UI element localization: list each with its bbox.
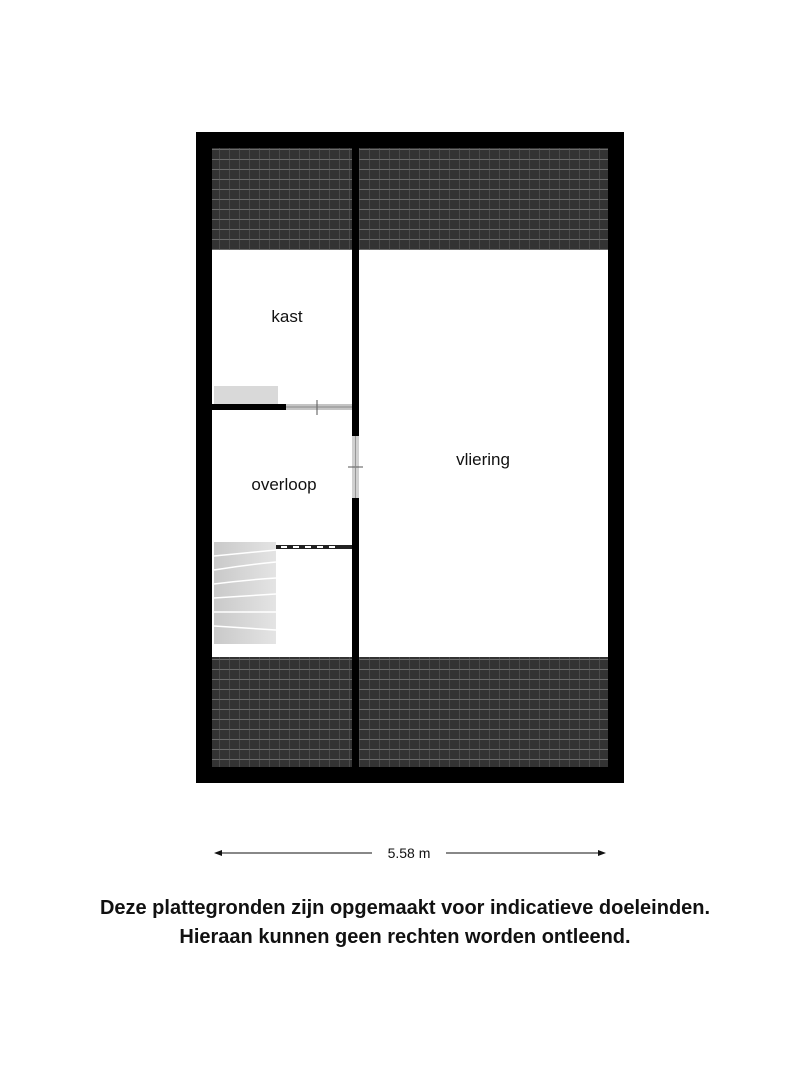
stair-railing bbox=[276, 545, 352, 549]
roof-bottom-left bbox=[212, 657, 354, 767]
room-label-overloop: overloop bbox=[251, 475, 317, 494]
room-label-kast: kast bbox=[271, 307, 303, 326]
staircase bbox=[214, 542, 276, 644]
roof-top-left bbox=[212, 148, 354, 250]
disclaimer-line-1: Deze plattegronden zijn opgemaakt voor indicatieve doeleinden. bbox=[99, 897, 711, 919]
disclaimer-line-2: Hieraan kunnen geen rechten worden ontleend. bbox=[179, 926, 631, 948]
room-label-vliering: vliering bbox=[456, 450, 510, 469]
kast-wall bbox=[212, 404, 286, 410]
width-dimension-label: 5.58 m bbox=[387, 845, 431, 861]
roof-top-right bbox=[359, 148, 608, 250]
arrow-left-icon bbox=[214, 850, 222, 856]
attic-hatch bbox=[214, 386, 278, 404]
roof-bottom-right bbox=[359, 657, 608, 767]
arrow-right-icon bbox=[598, 850, 606, 856]
